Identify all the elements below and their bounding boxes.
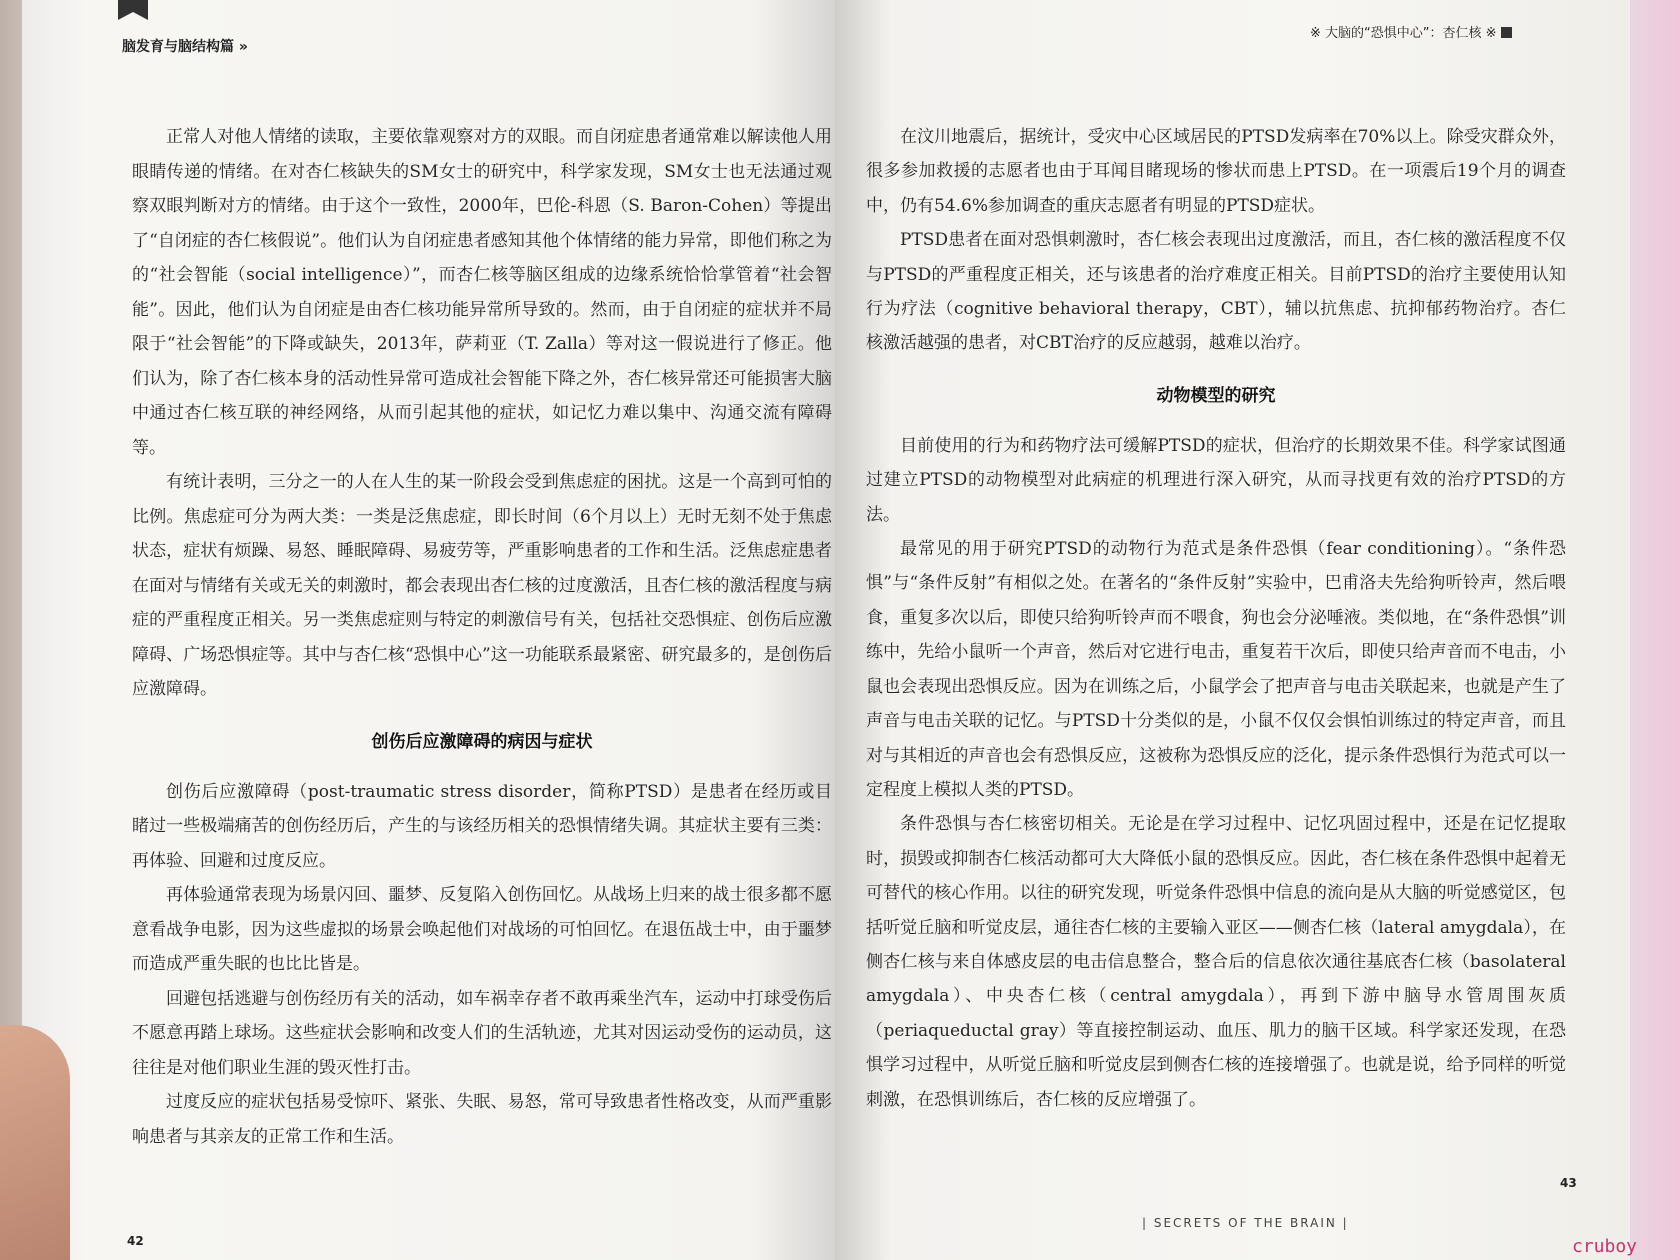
square-icon bbox=[1501, 27, 1512, 38]
paragraph: PTSD患者在面对恐惧刺激时，杏仁核会表现出过度激活，而且，杏仁核的激活程度不仅与PTSD的严重程度正相关，还与该患者的治疗难度正相关。目前PTSD的治疗主要使用认知行为疗法（cognitive behavioral therapy，CBT），辅以抗焦虑、抗抑郁药物治疗。杏仁核激活越强的患者，对CBT治疗的反应越弱，越难以治疗。 bbox=[866, 230, 1566, 354]
paragraph: 过度反应的症状包括易受惊吓、紧张、失眠、易怒，常可导致患者性格改变，从而严重影响患者与其亲友的正常工作和生活。 bbox=[132, 1092, 832, 1147]
right-text-column bbox=[866, 120, 1566, 1117]
right-page-number: 43 bbox=[1560, 1176, 1577, 1190]
paragraph: 目前使用的行为和药物疗法可缓解PTSD的症状，但治疗的长期效果不佳。科学家试图通过建立PTSD的动物模型对此病症的机理进行深入研究，从而寻找更有效的治疗PTSD的方法。 bbox=[866, 435, 1566, 525]
thumb bbox=[0, 1025, 70, 1260]
left-page-number: 42 bbox=[127, 1234, 144, 1248]
paragraph: 正常人对他人情绪的读取，主要依靠观察对方的双眼。而自闭症患者通常难以解读他人用眼睛传递的情绪。在对杏仁核缺失的SM女士的研究中，科学家发现，SM女士也无法通过观察双眼判断对方的情绪。由于这个一致性，2000年，巴伦-科恩（S. Baron-Cohen）等提出了“自闭症的杏仁核假说”。他们认为自闭症患者感知其他个体情绪的能力异常，即他们称之为的“社会智能（social intelligence）”，而杏仁核等脑区组成的边缘系统恰恰掌管着“社会智能”。因此，他们认为自闭症是由杏仁核功能异常所导致的。然而，由于自闭症的症状并不局限于“社会智能”的下降或缺失，2013年，萨莉亚（T. Zalla）等对这一假说进行了修正。他们认为，除了杏仁核本身的活动性异常可造成社会智能下降之外，杏仁核异常还可能损害大脑中通过杏仁核互联的神经网络，从而引起其他的症状，如记忆力难以集中、沟通交流有障碍等。 bbox=[132, 127, 832, 458]
paragraph: 创伤后应激障碍（post-traumatic stress disorder，简称PTSD）是患者在经历或目睹过一些极端痛苦的创伤经历后，产生的与该经历相关的恐惧情绪失调。其症状主要有三类：再体验、回避和过度反应。 bbox=[132, 781, 832, 871]
watermark: cruboy bbox=[1572, 1236, 1638, 1257]
left-text-column bbox=[132, 120, 832, 1154]
section-title: 创伤后应激障碍的病因与症状 bbox=[371, 731, 593, 752]
paragraph: 再体验通常表现为场景闪回、噩梦、反复陷入创伤回忆。从战场上归来的战士很多都不愿意看战争电影，因为这些虚拟的场景会唤起他们对战场的可怕回忆。在退伍战士中，由于噩梦而造成严重失眠的也比比皆是。 bbox=[132, 885, 832, 974]
paragraph: 回避包括逃避与创伤经历有关的活动，如车祸幸存者不敢再乘坐汽车，运动中打球受伤后不愿意再踏上球场。这些症状会影响和改变人们的生活轨迹，尤其对因运动受伤的运动员，这往往是对他们职业生涯的毁灭性打击。 bbox=[132, 988, 832, 1078]
paragraph: 条件恐惧与杏仁核密切相关。无论是在学习过程中、记忆巩固过程中，还是在记忆提取时，损毁或抑制杏仁核活动都可大大降低小鼠的恐惧反应。因此，杏仁核在条件恐惧中起着无可替代的核心作用。以往的研究发现，听觉条件恐惧中信息的流向是从大脑的听觉感觉区，包括听觉丘脑和听觉皮层，通往杏仁核的主要输入亚区——侧杏仁核（lateral amygdala），在侧杏仁核与来自体感皮层的电击信息整合，整合后的信息依次通往基底杏仁核（basolateral amygdala）、中央杏仁核（central amygdala），再到下游中脑导水管周围灰质（periaqueductal gray）等直接控制运动、血压、肌力的脑干区域。科学家还发现，在恐惧学习过程中，从听觉丘脑和听觉皮层到侧杏仁核的连接增强了。也就是说，给予同样的听觉刺激，在恐惧训练后，杏仁核的反应增强了。 bbox=[866, 814, 1566, 1110]
left-running-header: 脑发育与脑结构篇 » bbox=[122, 39, 248, 55]
right-page-footer: | SECRETS OF THE BRAIN | bbox=[1142, 1216, 1349, 1230]
right-running-header bbox=[1310, 22, 1512, 41]
paragraph: 在汶川地震后，据统计，受灾中心区域居民的PTSD发病率在70%以上。除受灾群众外，很多参加救援的志愿者也由于耳闻目睹现场的惨状而患上PTSD。在一项震后19个月的调查中，仍有54.6%参加调查的重庆志愿者有明显的PTSD症状。 bbox=[866, 127, 1566, 216]
section-title: 动物模型的研究 bbox=[1156, 385, 1276, 406]
paragraph: 最常见的用于研究PTSD的动物行为范式是条件恐惧（fear conditioning）。“条件恐惧”与“条件反射”有相似之处。在著名的“条件反射”实验中，巴甫洛夫先给狗听铃声，然后喂食，重复多次以后，即使只给狗听铃声而不喂食，狗也会分泌唾液。类似地，在“条件恐惧”训练中，先给小鼠听一个声音，然后对它进行电击，重复若干次后，即使只给声音而不电击，小鼠也会表现出恐惧反应。因为在训练之后，小鼠学会了把声音与电击关联起来，也就是产生了声音与电击关联的记忆。与PTSD十分类似的是，小鼠不仅仅会惧怕训练过的特定声音，而且对与其相近的声音也会有恐惧反应，这被称为恐惧反应的泛化，提示条件恐惧行为范式可以一定程度上模拟人类的PTSD。 bbox=[866, 539, 1566, 800]
right-header-text: ※ 大脑的“恐惧中心”：杏仁核 ※ bbox=[1310, 26, 1497, 41]
paragraph: 有统计表明，三分之一的人在人生的某一阶段会受到焦虑症的困扰。这是一个高到可怕的比例。焦虑症可分为两大类：一类是泛焦虑症，即长时间（6个月以上）无时无刻不处于焦虑状态，症状有烦躁、易怒、睡眠障碍、易疲劳等，严重影响患者的工作和生活。泛焦虑症患者在面对与情绪有关或无关的刺激时，都会表现出杏仁核的过度激活，且杏仁核的激活程度与病症的严重程度正相关。另一类焦虑症则与特定的刺激信号有关，包括社交恐惧症、创伤后应激障碍、广场恐惧症等。其中与杏仁核“恐惧中心”这一功能联系最紧密、研究最多的，是创伤后应激障碍。 bbox=[132, 472, 832, 699]
